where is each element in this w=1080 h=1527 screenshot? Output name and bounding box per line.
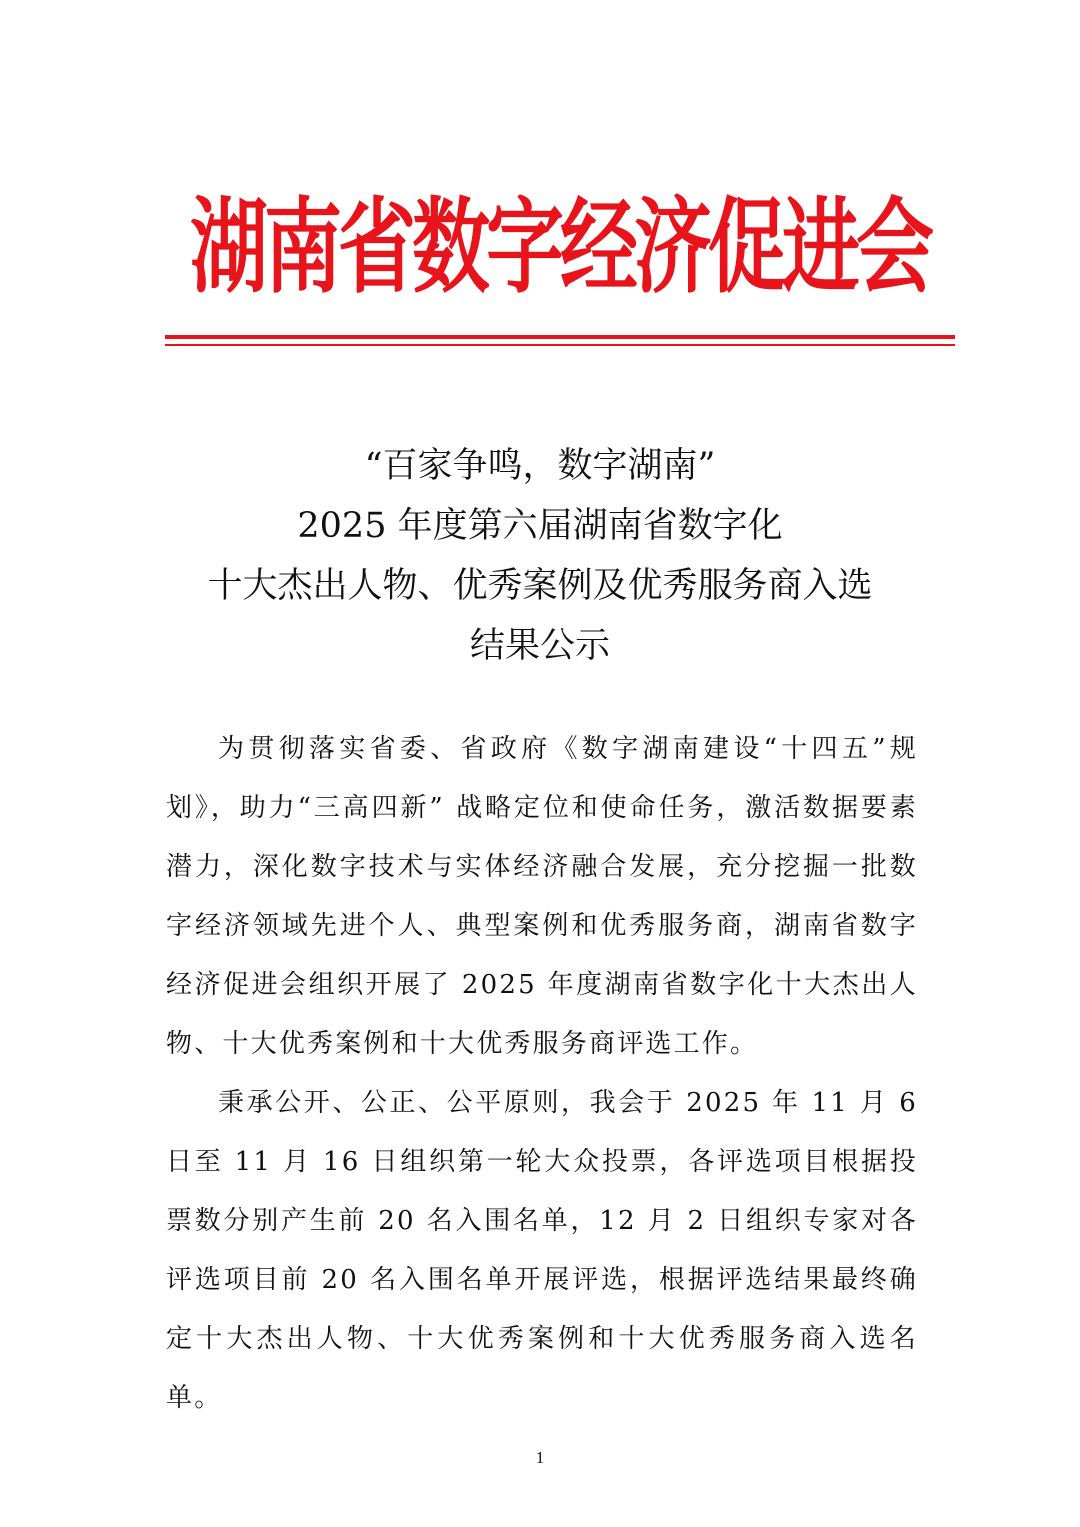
page-number: 1 xyxy=(535,1448,545,1467)
organization-name: 湖南省数字经济促进会 xyxy=(189,188,930,308)
document-title xyxy=(100,436,980,676)
title-line-3: 十大杰出人物、优秀案例及优秀服务商入选 xyxy=(207,566,873,606)
body-paragraph-1: 为贯彻落实省委、省政府《数字湖南建设“十四五”规划》，助力“三高四新” 战略定位和使命任务，激活数据要素潜力，深化数字技术与实体经济融合发展，充分挖掘一批数字经济领域先进个人、典型案例和优秀服务商，湖南省数字经济促进会组织开展了 2025 年度湖南省数字化十大杰出人物、十大优秀案例和十大优秀服务商评选工作。 xyxy=(166,734,918,1059)
title-line-2: 2025 年度第六届湖南省数字化 xyxy=(297,506,783,546)
body-paragraph-2: 秉承公开、公正、公平原则，我会于 2025 年 11 月 6 日至 11 月 16 日组织第一轮大众投票，各评选项目根据投票数分别产生前 20 名入围名单，12 月 2 日组织专家对各评选项目前 20 名入围名单开展评选，根据评选结果最终确定十大杰出人物、十大优秀案例和十大优秀服务商入选名单。 xyxy=(166,1088,918,1413)
header-rule-thick xyxy=(165,335,955,339)
document-body xyxy=(166,720,918,1428)
organization-header xyxy=(165,178,955,318)
title-line-1: “百家争鸣，数字湖南” xyxy=(364,446,716,486)
header-rule-thin xyxy=(165,344,955,346)
title-line-4: 结果公示 xyxy=(469,626,610,666)
